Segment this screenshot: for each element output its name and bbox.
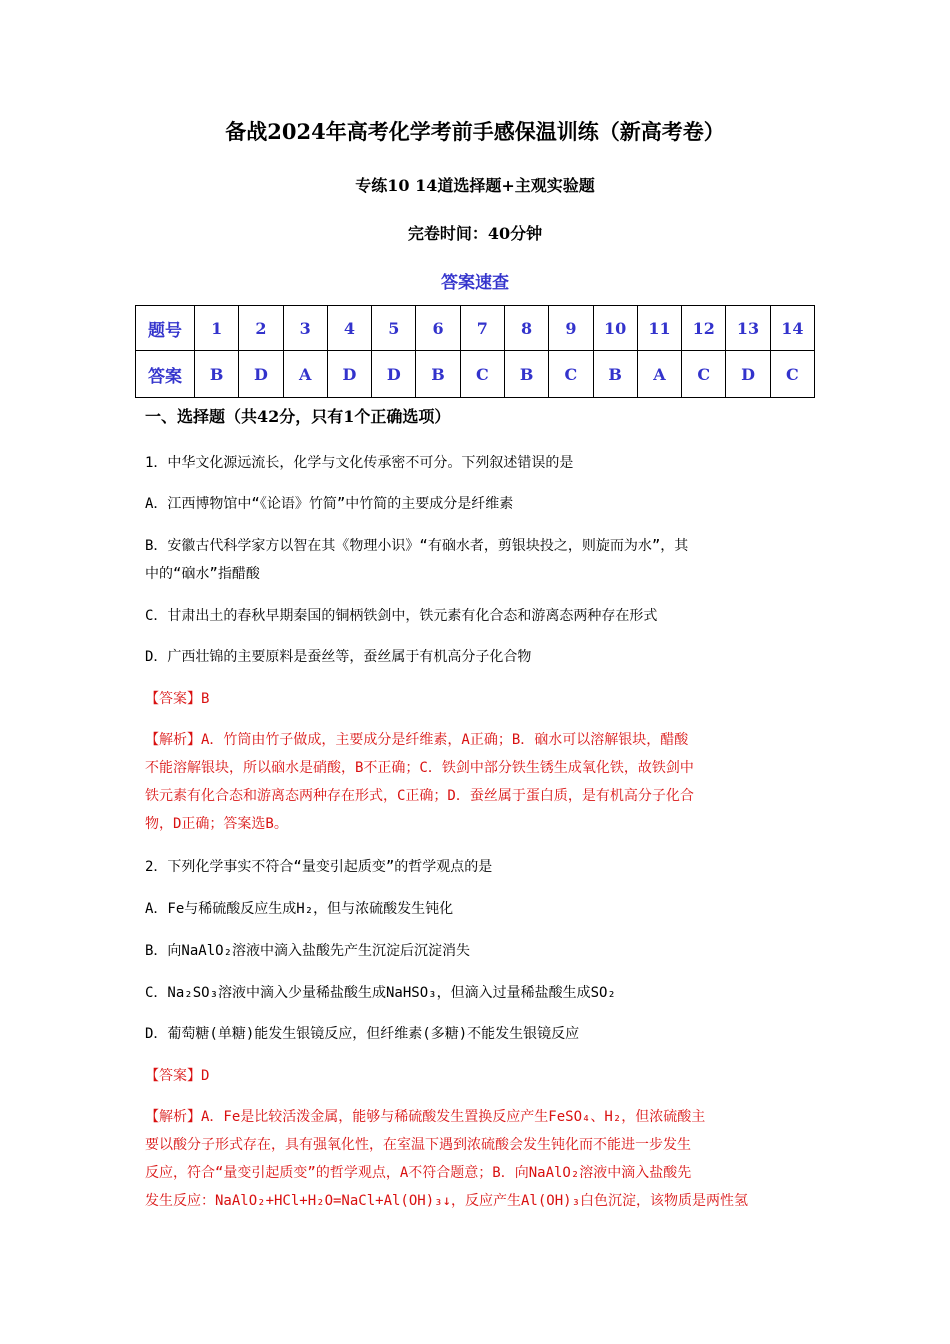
answer-cell: C [770, 351, 814, 398]
question-2-analysis [145, 1103, 810, 1215]
section-title: 一、选择题（共42分，只有1个正确选项） [145, 407, 451, 426]
analysis-line: 【解析】A．竹筒由竹子做成，主要成分是纤维素，A正确；B．硇水可以溶解银块，醋酸 [145, 732, 689, 748]
analysis-line: 要以酸分子形式存在，具有强氧化性，在室温下遇到浓硫酸会发生钝化而不能进一步发生 [145, 1137, 691, 1153]
analysis-line: 发生反应：NaAlO₂+HCl+H₂O=NaCl+Al(OH)₃↓，反应产生Al(OH)₃白色沉淀，该物质是两性氢 [145, 1193, 749, 1209]
question-2-option-c: C．Na₂SO₃溶液中滴入少量稀盐酸生成NaHSO₃，但滴入过量稀盐酸生成SO₂ [145, 985, 616, 1001]
question-number: 7 [460, 306, 504, 351]
question-number: 13 [726, 306, 770, 351]
question-1-analysis [145, 726, 810, 838]
answer-cell: B [195, 351, 239, 398]
question-number: 9 [549, 306, 593, 351]
answer-cell: C [460, 351, 504, 398]
question-2-option-d: D．葡萄糖(单糖)能发生银镜反应，但纤维素(多糖)不能发生银镜反应 [145, 1026, 580, 1042]
question-number: 10 [593, 306, 637, 351]
answer-key-title: 答案速查 [441, 273, 509, 293]
analysis-line: 【解析】A．Fe是比较活泼金属，能够与稀硫酸发生置换反应产生FeSO₄、H₂，但浓硫酸主 [145, 1109, 706, 1125]
answer-cell: D [327, 351, 371, 398]
question-number: 11 [637, 306, 681, 351]
question-number: 12 [682, 306, 726, 351]
document-title: 备战2024年高考化学考前手感保温训练（新高考卷） [225, 119, 725, 144]
question-number: 6 [416, 306, 460, 351]
answer-table-number-row [136, 306, 815, 351]
analysis-line: 反应，符合“量变引起质变”的哲学观点，A不符合题意；B．向NaAlO₂溶液中滴入盐酸先 [145, 1165, 692, 1181]
answer-table-answer-row [136, 351, 815, 398]
question-number: 4 [327, 306, 371, 351]
answer-cell: A [637, 351, 681, 398]
analysis-line: 不能溶解银块，所以硇水是硝酸，B不正确；C．铁剑中部分铁生锈生成氧化铁，故铁剑中 [145, 760, 694, 776]
question-2-answer: 【答案】D [145, 1068, 210, 1084]
question-1-option-d: D．广西壮锦的主要原料是蚕丝等，蚕丝属于有机高分子化合物 [145, 649, 532, 665]
answer-table [135, 305, 815, 398]
answer-cell: B [504, 351, 548, 398]
row-label-number: 题号 [136, 306, 195, 351]
question-1-option-c: C．甘肃出土的春秋早期秦国的铜柄铁剑中，铁元素有化合态和游离态两种存在形式 [145, 608, 658, 624]
answer-cell: C [549, 351, 593, 398]
question-number: 3 [283, 306, 327, 351]
question-2-stem: 2．下列化学事实不符合“量变引起质变”的哲学观点的是 [145, 859, 493, 875]
answer-cell: D [726, 351, 770, 398]
question-number: 1 [195, 306, 239, 351]
option-b-line: 中的“硇水”指醋酸 [145, 566, 260, 582]
row-label-answer: 答案 [136, 351, 195, 398]
question-number: 5 [372, 306, 416, 351]
answer-cell: B [593, 351, 637, 398]
question-2-option-a: A．Fe与稀硫酸反应生成H₂，但与浓硫酸发生钝化 [145, 901, 454, 917]
question-1-option-a: A．江西博物馆中“《论语》竹简”中竹简的主要成分是纤维素 [145, 496, 514, 512]
analysis-line: 物，D正确；答案选B。 [145, 816, 288, 832]
question-1-stem: 1．中华文化源远流长，化学与文化传承密不可分。下列叙述错误的是 [145, 455, 574, 471]
answer-cell: C [682, 351, 726, 398]
question-number: 14 [770, 306, 814, 351]
document-subtitle: 专练10 14道选择题+主观实验题 [355, 176, 595, 195]
option-b-line: B．安徽古代科学家方以智在其《物理小识》“有硇水者，剪银块投之，则旋而为水”，其 [145, 538, 689, 554]
question-2-option-b: B．向NaAlO₂溶液中滴入盐酸先产生沉淀后沉淀消失 [145, 943, 470, 959]
question-1-answer: 【答案】B [145, 691, 210, 707]
question-number: 2 [239, 306, 283, 351]
answer-cell: A [283, 351, 327, 398]
analysis-line: 铁元素有化合态和游离态两种存在形式，C正确；D．蚕丝属于蛋白质，是有机高分子化合 [145, 788, 694, 804]
answer-cell: B [416, 351, 460, 398]
answer-cell: D [372, 351, 416, 398]
answer-cell: D [239, 351, 283, 398]
question-number: 8 [504, 306, 548, 351]
question-1-option-b [145, 532, 810, 588]
exam-time: 完卷时间：40分钟 [407, 224, 543, 243]
